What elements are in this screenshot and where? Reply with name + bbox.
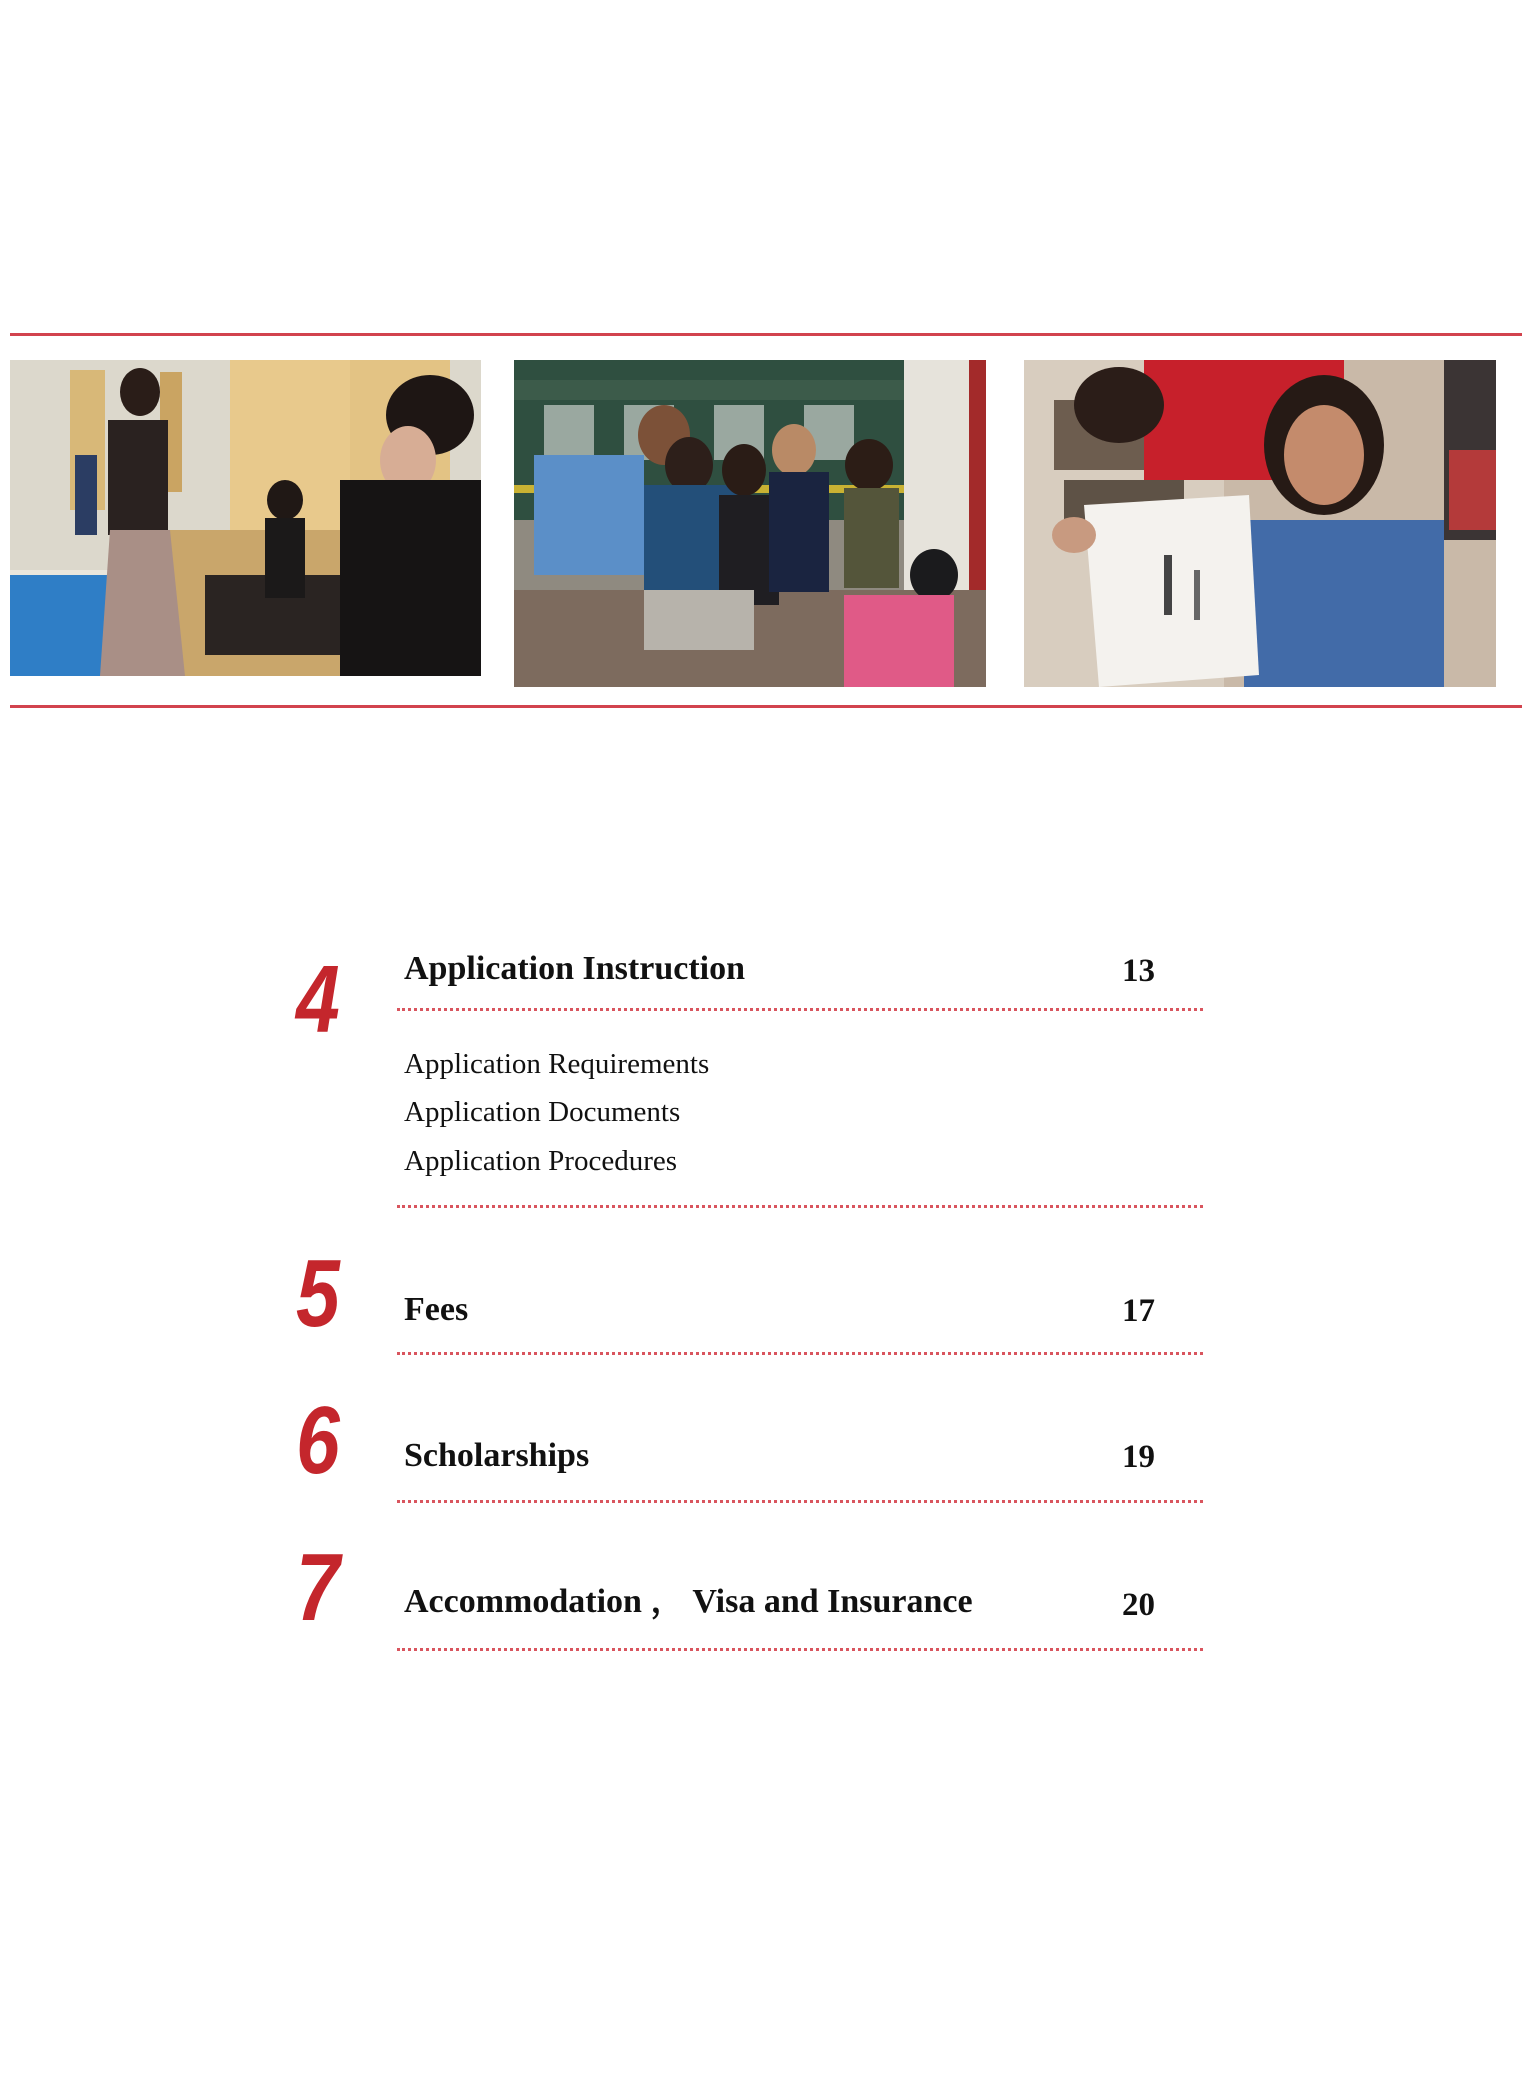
toc-title-scholarships[interactable]: Scholarships — [404, 1437, 590, 1474]
bottom-rule — [10, 705, 1522, 708]
toc-number-5: 5 — [296, 1240, 340, 1347]
toc-subitem-application-documents[interactable]: Application Documents — [404, 1096, 681, 1128]
top-rule — [10, 333, 1522, 336]
toc-page-17: 17 — [1122, 1293, 1155, 1329]
toc-divider — [397, 1500, 1203, 1503]
toc-number-4: 4 — [296, 946, 340, 1053]
photo-students-at-train — [514, 360, 986, 687]
toc-page-13: 13 — [1122, 953, 1155, 989]
photo-guqin-lesson — [10, 360, 481, 676]
toc-page-20: 20 — [1122, 1587, 1155, 1623]
toc-divider — [397, 1205, 1203, 1208]
toc-subitem-application-requirements[interactable]: Application Requirements — [404, 1048, 710, 1080]
toc-number-6: 6 — [296, 1387, 340, 1494]
toc-subitem-application-procedures[interactable]: Application Procedures — [404, 1145, 678, 1177]
toc-divider — [397, 1008, 1203, 1011]
photo-student-with-calligraphy — [1024, 360, 1496, 687]
toc-title-application-instruction[interactable]: Application Instruction — [404, 950, 745, 987]
toc-title-fees[interactable]: Fees — [404, 1291, 469, 1328]
toc-divider — [397, 1352, 1203, 1355]
toc-page-19: 19 — [1122, 1439, 1155, 1475]
toc-number-7: 7 — [296, 1534, 340, 1641]
toc-title-accommodation-visa-insurance[interactable]: Accommodation ， Visa and Insurance — [404, 1583, 973, 1620]
toc-divider — [397, 1648, 1203, 1651]
